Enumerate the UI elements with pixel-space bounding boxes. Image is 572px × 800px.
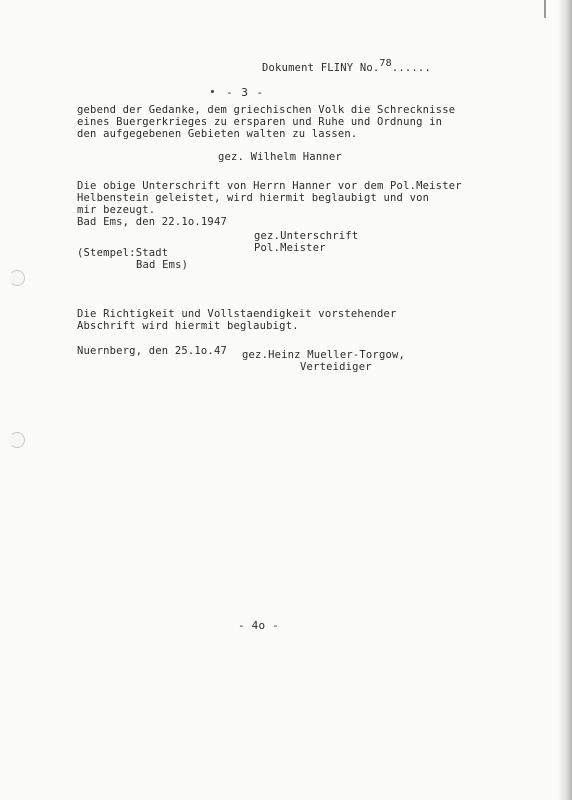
stamp-line-1: (Stempel:Stadt bbox=[77, 247, 169, 259]
document-dots: ...... bbox=[391, 62, 431, 74]
paragraph-2-line-1: Die obige Unterschrift von Herrn Hanner vor dem Pol.Meister bbox=[77, 180, 462, 192]
paragraph-1-line-2: eines Buergerkrieges zu ersparen und Ruhe und Ordnung in bbox=[77, 116, 443, 128]
document-reference bbox=[262, 58, 431, 75]
page-edge-shadow bbox=[558, 0, 572, 800]
place-date-bad-ems: Bad Ems, den 22.1o.1947 bbox=[77, 216, 227, 228]
signature-mueller-torgow: gez.Heinz Mueller-Torgow, bbox=[242, 349, 406, 361]
signature-unterschrift: gez.Unterschrift bbox=[254, 230, 359, 242]
corner-mark bbox=[544, 0, 546, 18]
paragraph-2-line-2: Helbenstein geleistet, wird hiermit beglaubigt und von bbox=[77, 192, 430, 204]
page-number-top: - 3 - bbox=[226, 86, 265, 99]
place-date-nuernberg: Nuernberg, den 25.1o.47 bbox=[77, 345, 227, 357]
page-number-bottom: - 4o - bbox=[238, 619, 279, 632]
paragraph-1-line-1: gebend der Gedanke, dem griechischen Volk die Schrecknisse bbox=[77, 104, 456, 116]
signature-hanner: gez. Wilhelm Hanner bbox=[218, 151, 342, 163]
paragraph-1-line-3: den aufgegebenen Gebieten walten zu lassen. bbox=[77, 128, 358, 140]
document-number: 78 bbox=[379, 58, 392, 69]
signature-pol-meister: Pol.Meister bbox=[254, 242, 326, 254]
stamp-line-2: Bad Ems) bbox=[136, 259, 189, 271]
paragraph-3-line-1: Die Richtigkeit und Vollstaendigkeit vorstehender bbox=[77, 308, 397, 320]
document-label: Dokument FLINY No. bbox=[262, 62, 380, 74]
typewriter-dot bbox=[211, 90, 214, 93]
punch-hole-upper bbox=[9, 270, 25, 286]
punch-hole-lower bbox=[9, 432, 25, 448]
paragraph-2-line-3: mir bezeugt. bbox=[77, 204, 156, 216]
signature-verteidiger: Verteidiger bbox=[300, 361, 372, 373]
paragraph-3-line-2: Abschrift wird hiermit beglaubigt. bbox=[77, 320, 299, 332]
